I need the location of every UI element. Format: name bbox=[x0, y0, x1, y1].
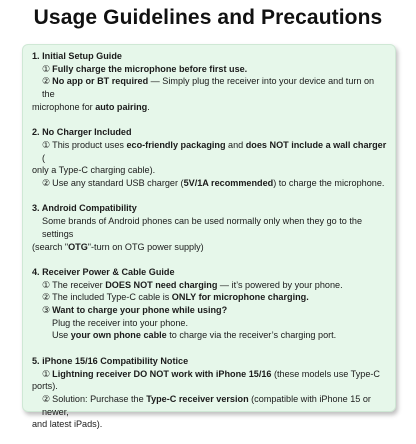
note-text: and latest iPads). bbox=[32, 419, 103, 430]
note-text: The receiver bbox=[52, 279, 106, 290]
iphone-note-2-cont bbox=[32, 418, 388, 431]
note-bold: your own phone cable bbox=[70, 330, 167, 341]
note-bold: eco-friendly packaging bbox=[126, 139, 226, 150]
charger-note-1 bbox=[32, 139, 388, 164]
step-text: — Simply plug the receiver into your device and turn on the bbox=[42, 76, 375, 100]
note-text: This product uses bbox=[52, 139, 127, 150]
iphone-note-1-cont bbox=[32, 380, 388, 393]
note-bold: OTG bbox=[68, 241, 88, 252]
android-note-cont bbox=[32, 241, 388, 254]
guidelines-content bbox=[32, 50, 388, 444]
note-text: "-turn on OTG power supply) bbox=[87, 241, 204, 252]
receiver-note-1 bbox=[32, 279, 388, 292]
circled-number-2: ② bbox=[42, 178, 51, 189]
section-initial-setup bbox=[32, 50, 388, 114]
note-bold: does NOT include a wall charger bbox=[245, 139, 387, 150]
note-text: only a Type-C charging cable). bbox=[32, 165, 156, 176]
note-text: Use any standard USB charger ( bbox=[52, 178, 184, 189]
receiver-note-3 bbox=[32, 304, 388, 317]
circled-number-1: ① bbox=[42, 368, 51, 379]
section-heading: 3. Android Compatibility bbox=[32, 203, 137, 214]
section-heading: 2. No Charger Included bbox=[32, 127, 132, 138]
setup-step-2-cont bbox=[32, 101, 388, 114]
note-text: The included Type-C cable is bbox=[52, 292, 172, 303]
circled-number-2: ② bbox=[42, 393, 51, 404]
note-text: (compatible with iPhone 15 or newer, bbox=[42, 393, 371, 417]
note-bold: ONLY for microphone charging. bbox=[171, 292, 309, 303]
note-text: and bbox=[225, 139, 246, 150]
iphone-note-1 bbox=[32, 368, 388, 381]
receiver-note-2 bbox=[32, 291, 388, 304]
note-text: Use bbox=[52, 330, 71, 341]
circled-number-2: ② bbox=[42, 76, 51, 87]
section-heading: 4. Receiver Power & Cable Guide bbox=[32, 266, 175, 277]
guidelines-panel bbox=[22, 44, 396, 430]
section-iphone-compatibility bbox=[32, 355, 388, 431]
note-text: Plug the receiver into your phone. bbox=[52, 317, 188, 328]
circled-number-1: ① bbox=[42, 139, 51, 150]
circled-number-1: ① bbox=[42, 279, 51, 290]
note-bold: 5V/1A recommended bbox=[183, 178, 274, 189]
step-text: . bbox=[147, 101, 150, 112]
note-text: ) to charge the microphone. bbox=[273, 178, 385, 189]
note-bold: Want to charge your phone while using? bbox=[52, 305, 228, 316]
note-text: (these models use Type-C bbox=[271, 368, 380, 379]
step-bold: auto pairing bbox=[95, 101, 148, 112]
section-no-charger bbox=[32, 126, 388, 190]
setup-step-1 bbox=[32, 63, 388, 76]
setup-step-2 bbox=[32, 75, 388, 100]
charger-note-2 bbox=[32, 177, 388, 190]
note-text: ( bbox=[42, 152, 46, 163]
android-note bbox=[32, 215, 388, 240]
note-text: to charge via the receiver’s charging port. bbox=[166, 330, 337, 341]
note-text: (search " bbox=[32, 241, 69, 252]
receiver-note-3-step-a bbox=[32, 317, 388, 330]
circled-number-3: ③ bbox=[42, 305, 51, 316]
section-heading: 5. iPhone 15/16 Compatibility Notice bbox=[32, 355, 189, 366]
circled-number-2: ② bbox=[42, 292, 51, 303]
note-text: Some brands of Android phones can be used normally only when they go to the settings bbox=[42, 216, 363, 239]
page-title: Usage Guidelines and Precautions bbox=[33, 6, 383, 29]
receiver-note-3-step-b bbox=[32, 329, 388, 342]
charger-note-1-cont bbox=[32, 164, 388, 177]
section-receiver-power bbox=[32, 266, 388, 342]
note-text: ports). bbox=[32, 381, 58, 392]
note-text: Solution: Purchase the bbox=[52, 393, 147, 404]
section-heading: 1. Initial Setup Guide bbox=[32, 51, 122, 61]
note-bold: Lightning receiver DO NOT work with iPhone 15/16 bbox=[52, 368, 272, 379]
step-bold: No app or BT required bbox=[52, 76, 149, 87]
note-bold: Type-C receiver version bbox=[146, 393, 249, 404]
step-text: microphone for bbox=[32, 101, 96, 112]
note-text: — it’s powered by your phone. bbox=[217, 279, 343, 290]
section-android-compatibility bbox=[32, 202, 388, 253]
iphone-note-2 bbox=[32, 393, 388, 418]
step-text: Fully charge the microphone before first use. bbox=[52, 63, 248, 74]
circled-number-1: ① bbox=[42, 63, 51, 74]
note-bold: DOES NOT need charging bbox=[105, 279, 218, 290]
